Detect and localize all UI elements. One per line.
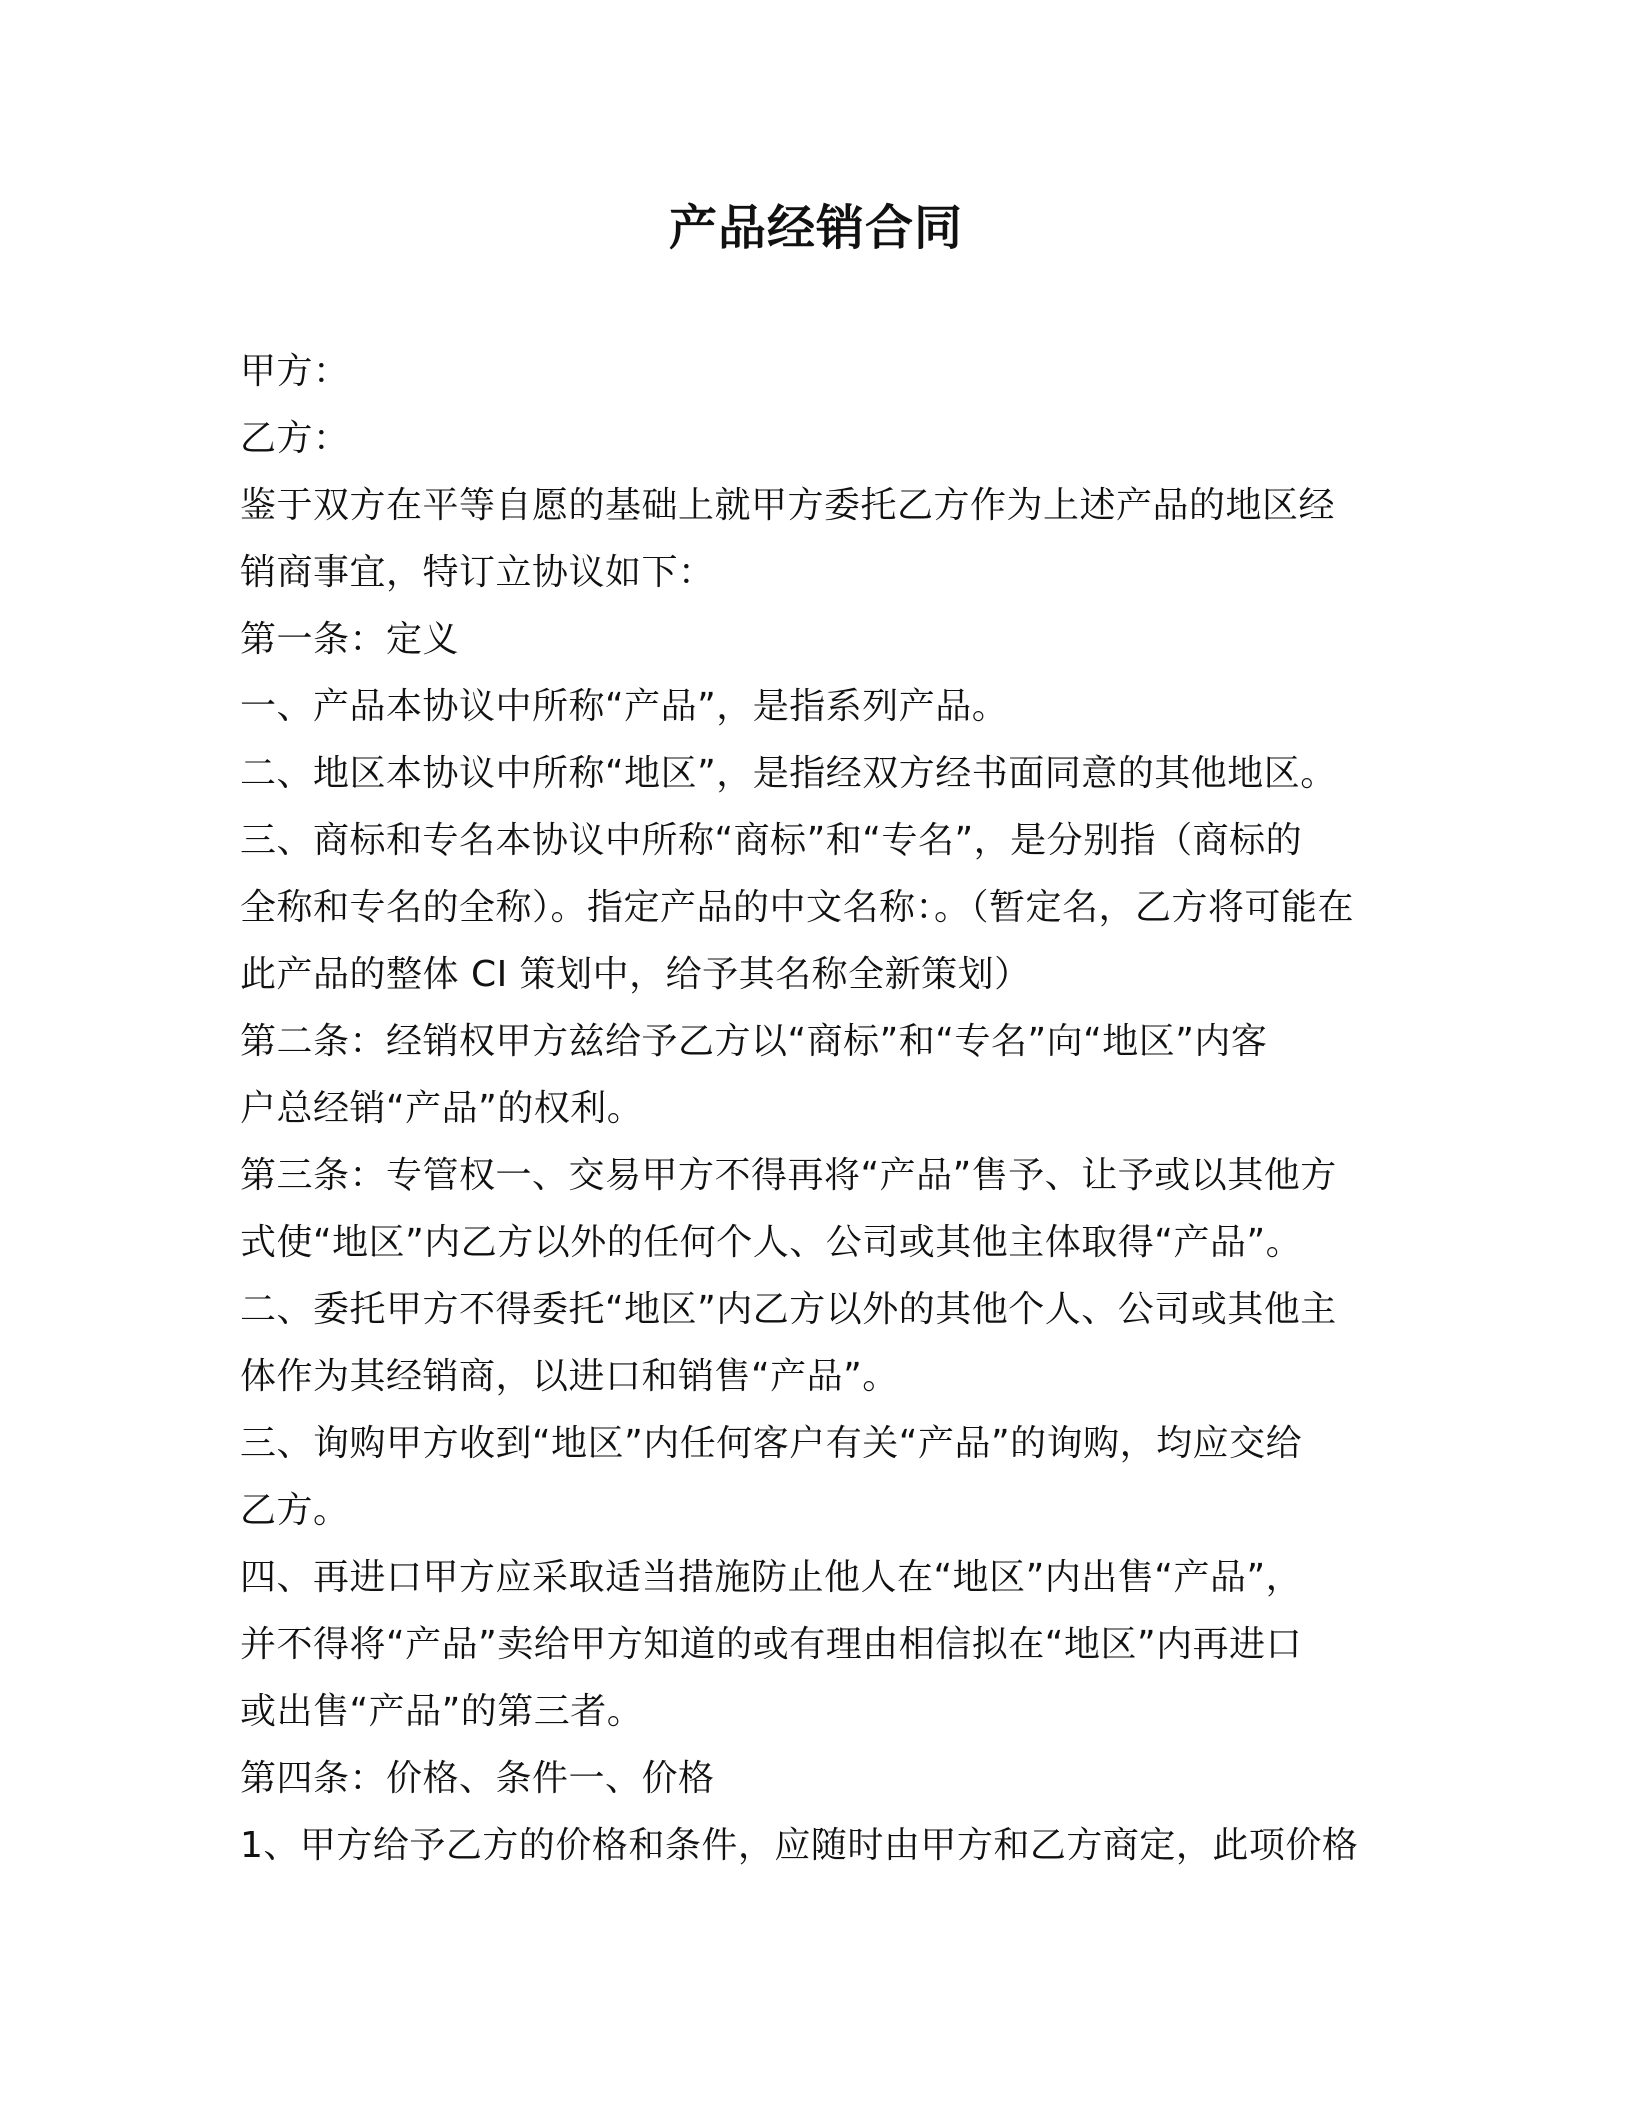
article-2-line-2: 户总经销“产品”的权利。 xyxy=(240,1088,644,1129)
article-1-heading: 第一条：定义 xyxy=(240,619,460,660)
article-3-reimport-line-1: 四、再进口甲方应采取适当措施防止他人在“地区”内出售“产品”， xyxy=(240,1557,1303,1598)
article-4-price-line-1: 1、甲方给予乙方的价格和条件，应随时由甲方和乙方商定，此项价格 xyxy=(240,1825,1359,1866)
preamble-line-1: 鉴于双方在平等自愿的基础上就甲方委托乙方作为上述产品的地区经 xyxy=(240,485,1336,526)
definition-trademark-line-3: 此产品的整体 CI 策划中，给予其名称全新策划） xyxy=(240,954,1031,995)
definition-trademark-line-2: 全称和专名的全称）。指定产品的中文名称：。（暂定名，乙方将可能在 xyxy=(240,887,1355,928)
party-a-line: 甲方： xyxy=(240,351,350,392)
article-2-line-1: 第二条：经销权甲方兹给予乙方以“商标”和“专名”向“地区”内客 xyxy=(240,1021,1268,1062)
article-3-reimport-line-2: 并不得将“产品”卖给甲方知道的或有理由相信拟在“地区”内再进口 xyxy=(240,1624,1303,1665)
definition-product: 一、产品本协议中所称“产品”，是指系列产品。 xyxy=(240,686,1009,727)
preamble-line-2: 销商事宜，特订立协议如下： xyxy=(240,552,715,593)
article-3-line-1: 第三条：专管权一、交易甲方不得再将“产品”售予、让予或以其他方 xyxy=(240,1155,1337,1196)
definition-region: 二、地区本协议中所称“地区”，是指经双方经书面同意的其他地区。 xyxy=(240,753,1337,794)
article-3-inquiry-line-2: 乙方。 xyxy=(240,1490,350,1531)
party-b-line: 乙方： xyxy=(240,418,350,459)
article-3-line-2: 式使“地区”内乙方以外的任何个人、公司或其他主体取得“产品”。 xyxy=(240,1222,1303,1263)
article-3-reimport-line-3: 或出售“产品”的第三者。 xyxy=(240,1691,644,1732)
document-title: 产品经销合同 xyxy=(668,200,963,256)
definition-trademark-line-1: 三、商标和专名本协议中所称“商标”和“专名”，是分别指（商标的 xyxy=(240,820,1303,861)
article-3-entrust-line-2: 体作为其经销商，以进口和销售“产品”。 xyxy=(240,1356,899,1397)
document-body xyxy=(240,338,1400,1879)
article-4-heading: 第四条：价格、条件一、价格 xyxy=(240,1758,715,1799)
article-3-entrust-line-1: 二、委托甲方不得委托“地区”内乙方以外的其他个人、公司或其他主 xyxy=(240,1289,1337,1330)
article-3-inquiry-line-1: 三、询购甲方收到“地区”内任何客户有关“产品”的询购，均应交给 xyxy=(240,1423,1303,1464)
